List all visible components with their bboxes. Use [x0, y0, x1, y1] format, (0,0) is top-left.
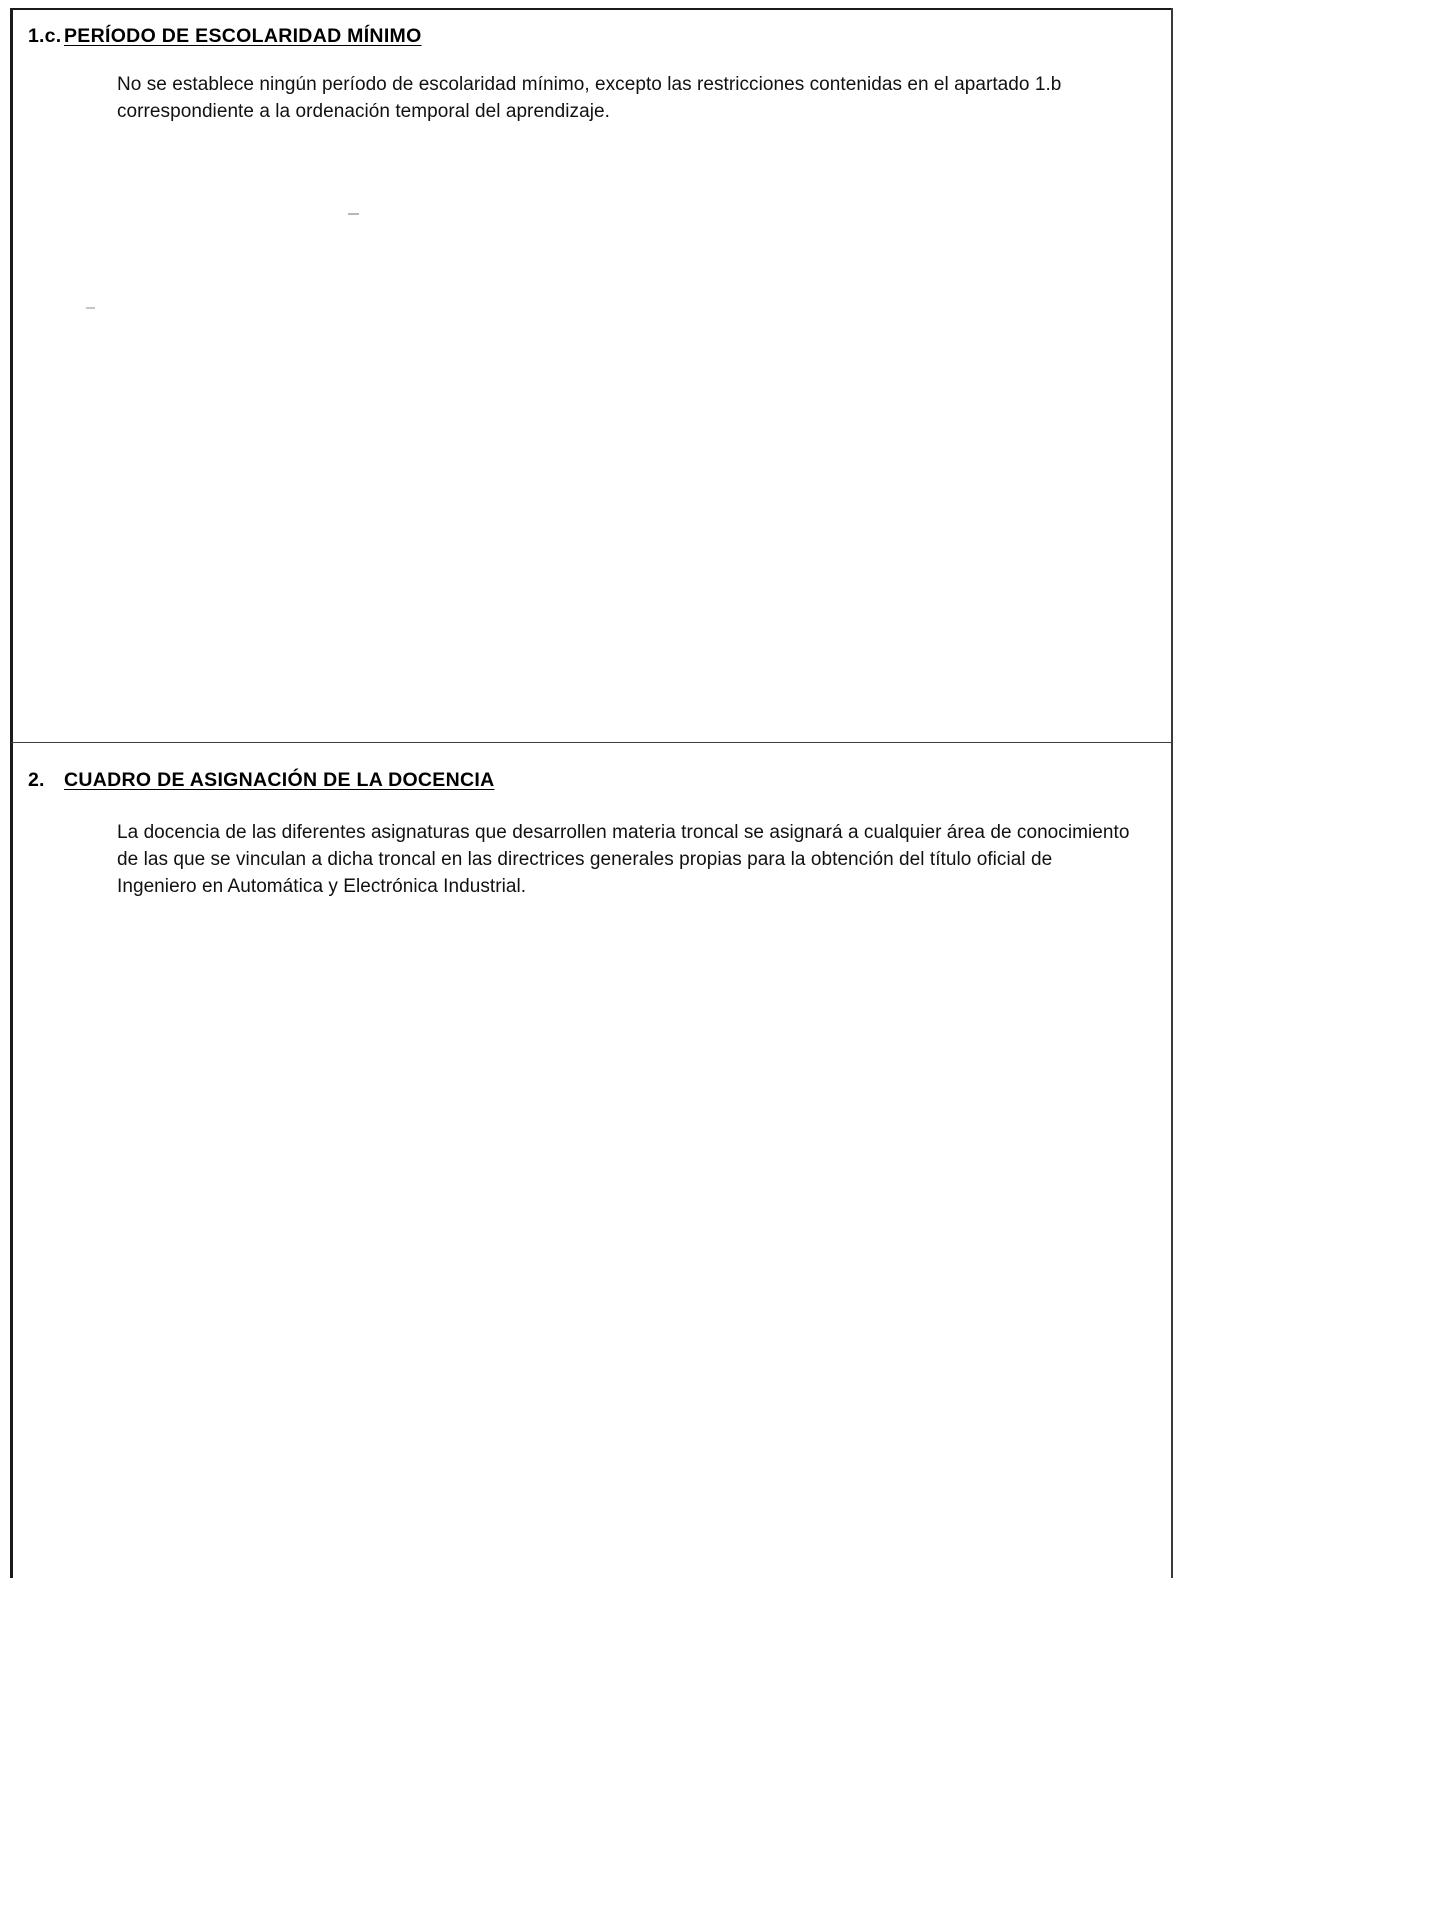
- section-2-heading: [0, 768, 1173, 792]
- scan-artifact: [86, 307, 95, 309]
- section-2: [0, 768, 1173, 901]
- page-border-top: [10, 8, 1173, 10]
- section-2-body: La docencia de las diferentes asignaturas que desarrollen materia troncal se asignará a cualquier área de conocimiento de las que se vinculan a dicha troncal en las directrices generales propias para la obtención del título oficial de Ingeniero en Automática y Electrónica Industrial.: [117, 822, 1130, 898]
- scan-artifact: [348, 213, 359, 215]
- section-1c-body: No se establece ningún período de escolaridad mínimo, excepto las restricciones contenidas en el apartado 1.b correspondiente a la ordenación temporal del aprendizaje.: [117, 74, 1062, 123]
- section-1c-number: 1.c.: [28, 25, 62, 47]
- section-2-title: CUADRO DE ASIGNACIÓN DE LA DOCENCIA: [64, 769, 495, 791]
- section-divider: [11, 742, 1173, 743]
- section-1c-heading: [0, 24, 1173, 48]
- section-2-number: 2.: [28, 769, 45, 791]
- section-1c: [0, 24, 1173, 126]
- section-1c-title: PERÍODO DE ESCOLARIDAD MÍNIMO: [64, 25, 422, 47]
